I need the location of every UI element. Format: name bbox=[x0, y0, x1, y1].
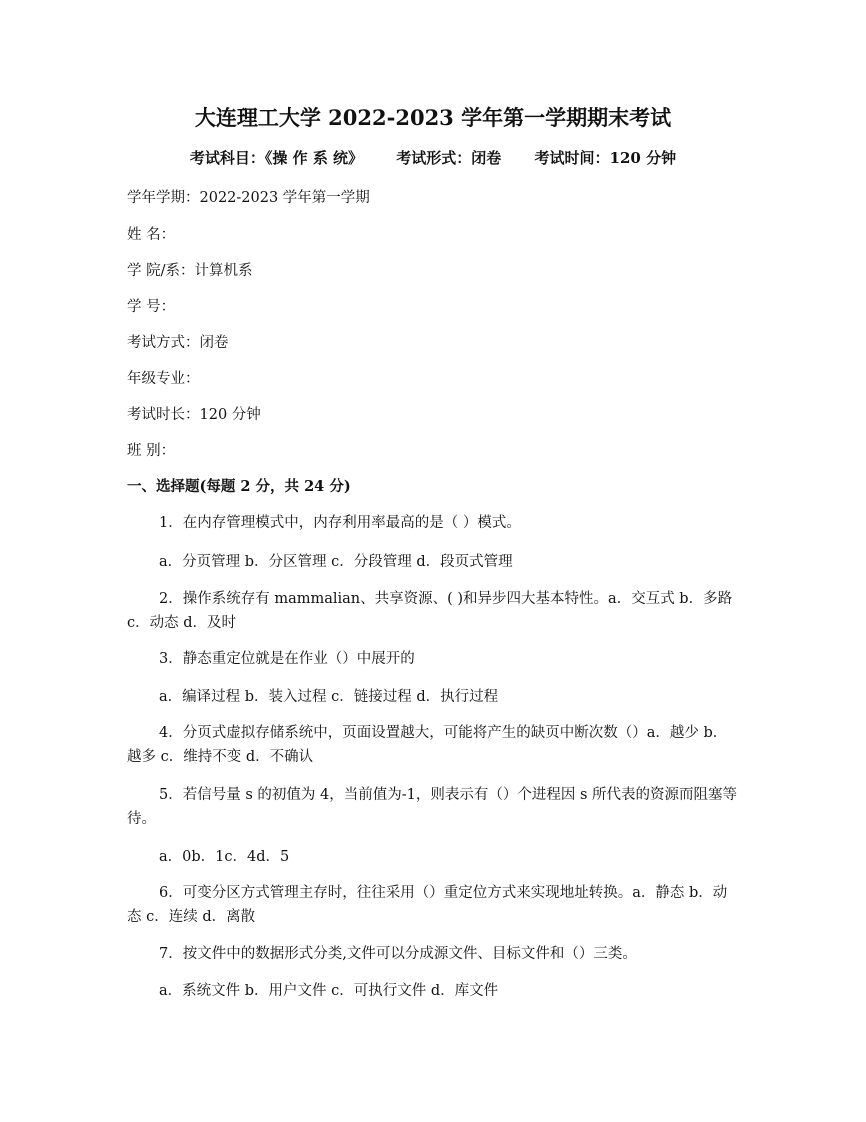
question-4: 4．分页式虚拟存储系统中，页面设置越大，可能将产生的缺页中断次数（）a．越少 b．越多 c．维持不变 d．不确认 bbox=[127, 725, 728, 765]
question-7-options: a．系统文件 b．用户文件 c．可执行文件 d．库文件 bbox=[159, 983, 499, 999]
section-title: 一、选择题(每题 2 分，共 24 分) bbox=[127, 478, 351, 495]
exam-title: 大连理工大学 2022-2023 学年第一学期期末考试 bbox=[194, 105, 672, 130]
question-1: 1．在内存管理模式中，内存利用率最高的是（ ）模式。 bbox=[159, 515, 521, 531]
info-class: 班 别： bbox=[127, 443, 176, 459]
question-5: 5．若信号量 s 的初值为 4，当前值为-1，则表示有（）个进程因 s 所代表的资源而阻塞等待。 bbox=[127, 787, 738, 827]
question-2: 2．操作系统存有 mammalian、共享资源、( )和异步四大基本特性。a．交互式 b．多路 c．动态 d．及时 bbox=[127, 591, 733, 631]
question-1-options: a．分页管理 b．分区管理 c．分段管理 d．段页式管理 bbox=[159, 554, 513, 570]
question-6: 6．可变分区方式管理主存时，往往采用（）重定位方式来实现地址转换。a．静态 b．动态 c．连续 d．离散 bbox=[127, 885, 728, 925]
info-duration: 考试时长：120 分钟 bbox=[127, 407, 261, 423]
exam-form: 考试形式：闭卷 bbox=[396, 149, 502, 167]
question-5-options: a．0b．1c．4d．5 bbox=[159, 849, 290, 865]
exam-time: 考试时间：120 分钟 bbox=[534, 149, 677, 167]
info-term: 学年学期：2022-2023 学年第一学期 bbox=[127, 190, 370, 206]
question-3: 3．静态重定位就是在作业（）中展开的 bbox=[159, 651, 415, 667]
question-3-options: a．编译过程 b．装入过程 c．链接过程 d．执行过程 bbox=[159, 689, 499, 705]
question-7: 7．按文件中的数据形式分类,文件可以分成源文件、目标文件和（）三类。 bbox=[159, 946, 637, 962]
info-grade-major: 年级专业： bbox=[127, 371, 200, 387]
exam-subtitle bbox=[0, 147, 866, 168]
exam-subject: 考试科目：《操 作 系 统》 bbox=[189, 149, 364, 167]
info-student-id: 学 号： bbox=[127, 299, 176, 315]
info-department: 学 院/系：计算机系 bbox=[127, 263, 253, 279]
info-exam-method: 考试方式：闭卷 bbox=[127, 335, 229, 351]
info-name: 姓 名： bbox=[127, 227, 176, 243]
